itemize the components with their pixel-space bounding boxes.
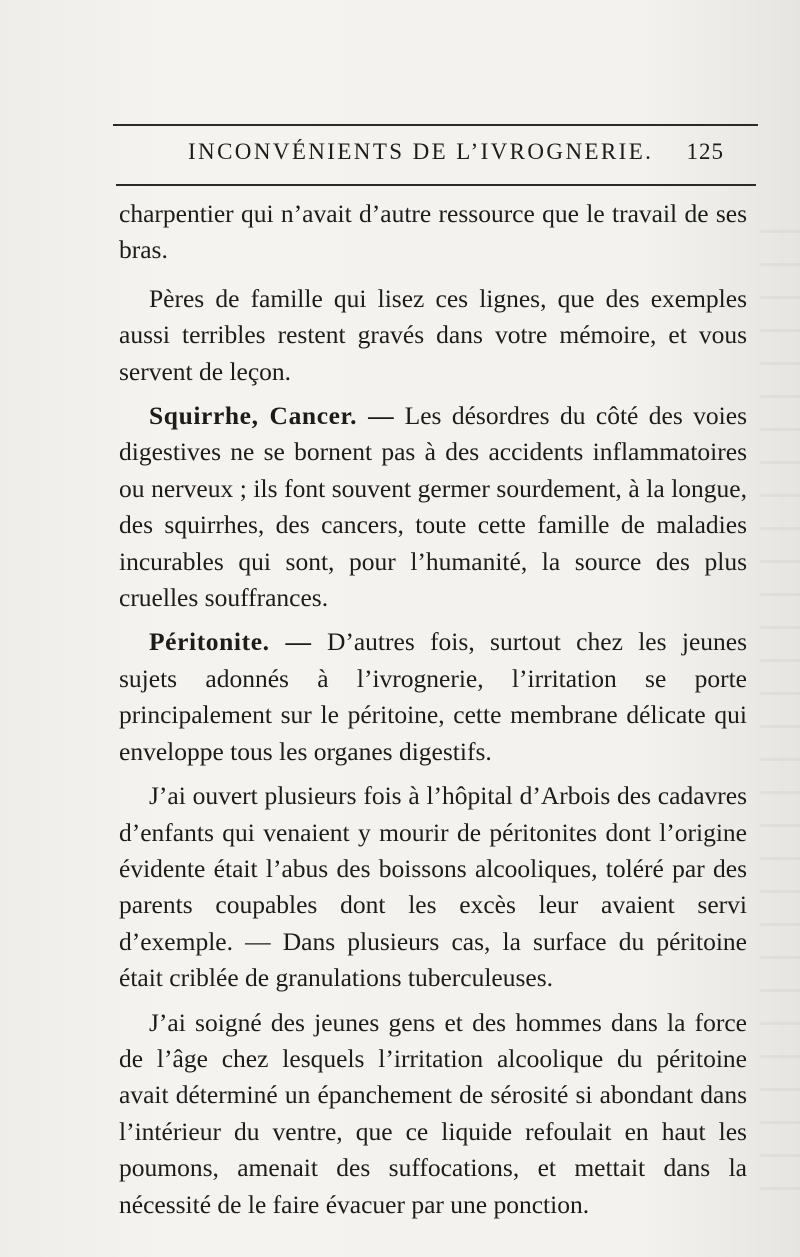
paragraph-peres: Pères de famille qui lisez ces lignes, que des exemples aussi terribles restent gravés dans votre mémoire, et vous servent de leçon. — [119, 283, 747, 386]
page-body — [119, 196, 747, 1223]
paragraph-soigne: J’ai soigné des jeunes gens et des hommes dans la force de l’âge chez lesquels l’irritation alcoolique du péritoine avait déterminé un épanchement de sérosité si abondant dans l’intérieur du ventre, que ce liquide refoulait en haut les poumons, amenait des suffocations, et mettait dans la nécessité de le faire évacuer par une ponction. — [119, 1007, 747, 1219]
page-number: 125 — [686, 139, 724, 164]
paragraph-continued: charpentier qui n’avait d’autre ressource que le travail de ses bras. — [119, 199, 747, 265]
paragraph-squirrhe-text: Les désordres du côté des voies digestives ne se bornent pas à des accidents inflammatoires ou nerveux ; ils font souvent germer sourdement, à la longue, des squirrhes, des cancers, toute cette famille de maladies incurables qui sont, pour l’humanité, la source des plus cruelles souffrances. — [119, 401, 747, 613]
section-heading-peritonite: Péritonite. — — [149, 627, 312, 657]
paragraph-peritonite-text: D’autres fois, surtout chez les jeunes sujets adonnés à l’ivrognerie, l’irritation se porte principalement sur le péritoine, cette membrane délicate qui enveloppe tous les organes digestifs. — [119, 627, 747, 766]
section-heading-squirrhe: Squirrhe, Cancer. — — [149, 401, 395, 431]
paragraph-squirrhe — [119, 398, 747, 616]
running-title: INCONVÉNIENTS DE L’IVROGNERIE. — [188, 139, 654, 164]
header-rule-bottom — [116, 184, 756, 186]
header-rule-top — [113, 124, 758, 126]
paragraph-peritonite — [119, 624, 747, 770]
paragraph-arbois: J’ai ouvert plusieurs fois à l’hôpital d’Arbois des cadavres d’enfants qui venaient y mourir de péritonites dont l’origine évidente était l’abus des boissons alcooliques, toléré par des parents coupables dont les excès leur avaient servi d’exemple. — Dans plusieurs cas, la surface du péritoine était criblée de granulations tuberculeuses. — [119, 781, 747, 993]
running-header — [188, 134, 724, 170]
bleed-through-shadow — [760, 200, 800, 1200]
